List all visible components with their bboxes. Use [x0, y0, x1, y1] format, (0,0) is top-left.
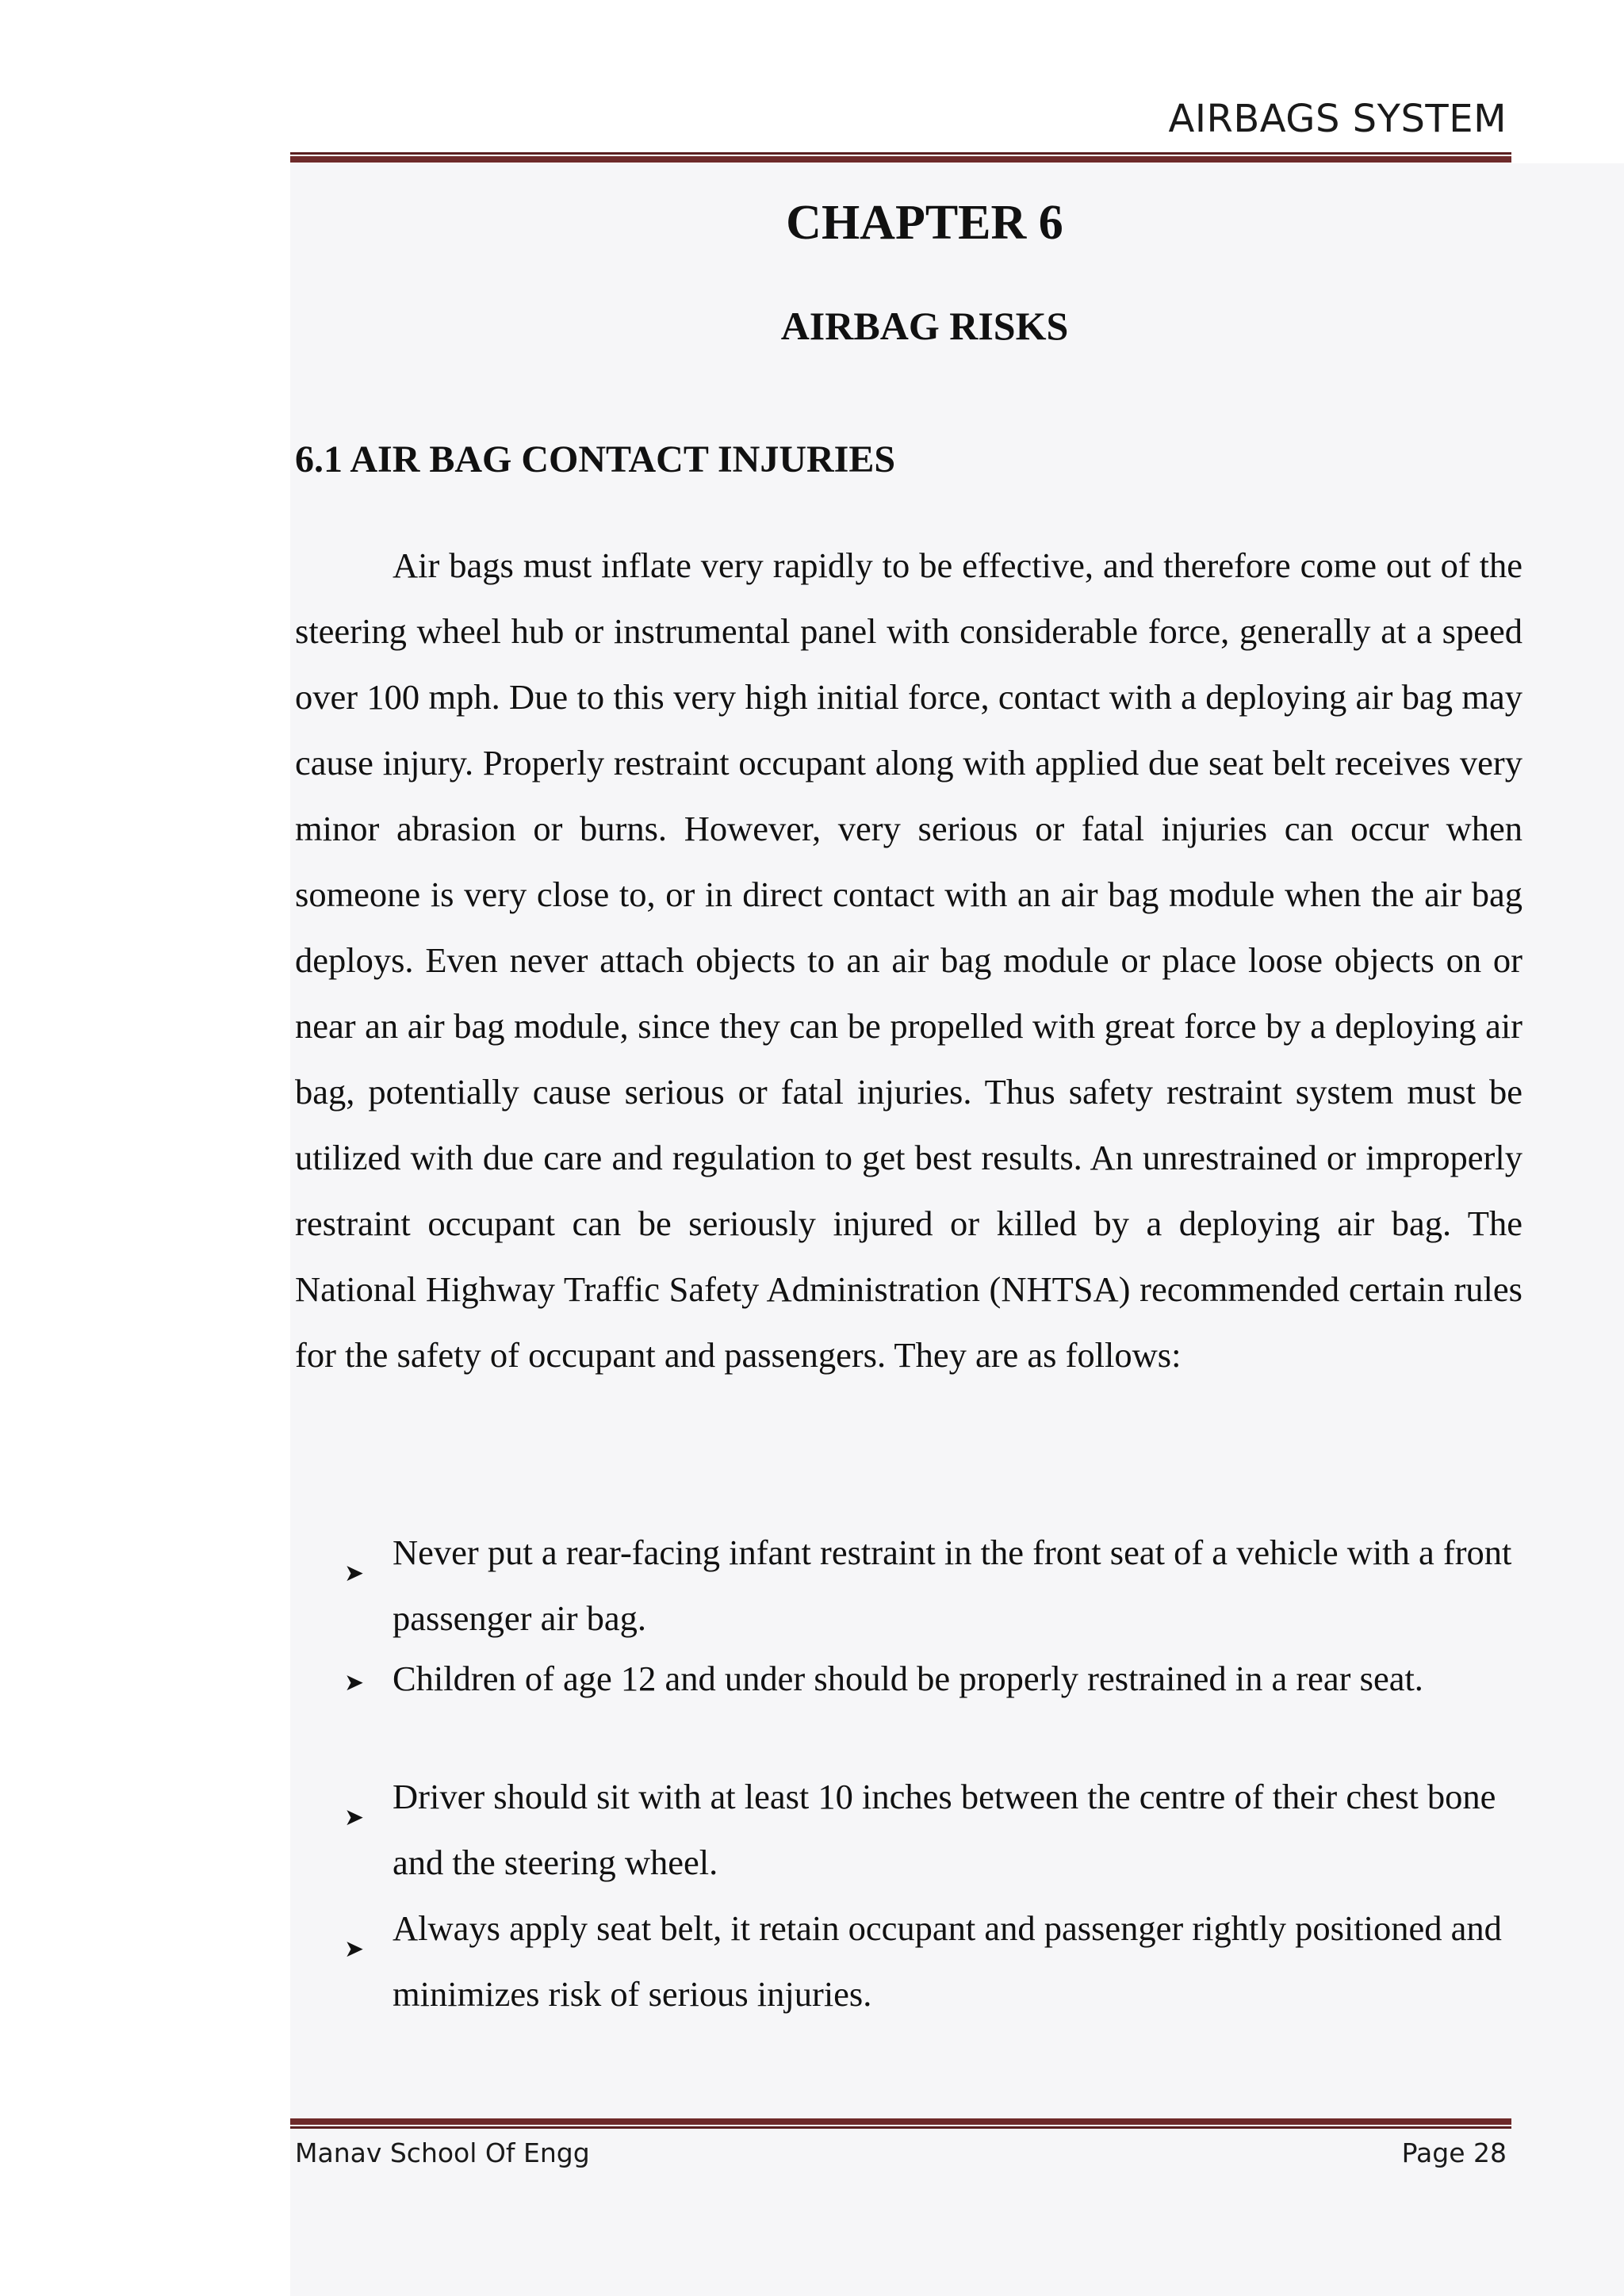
arrowhead-bullet-icon: ➤ [344, 1559, 365, 1587]
arrowhead-bullet-icon: ➤ [344, 1935, 365, 1963]
list-item [295, 1764, 1516, 1896]
list-item [295, 1896, 1516, 2027]
section-heading: 6.1 AIR BAG CONTACT INJURIES [295, 438, 896, 480]
arrowhead-bullet-icon: ➤ [344, 1804, 365, 1831]
header-rule-thin [290, 152, 1511, 155]
bullet-list [295, 1520, 1516, 2027]
chapter-subtitle: AIRBAG RISKS [780, 304, 1069, 348]
footer-rule-thick [290, 2118, 1511, 2125]
footer-institution: Manav School Of Engg [295, 2137, 590, 2168]
list-item-text: Always apply seat belt, it retain occupant and passenger rightly positioned and minimizes risk of serious injuries. [393, 1908, 1502, 2014]
footer-page-number: Page 28 [1401, 2137, 1507, 2168]
list-item-text: Never put a rear-facing infant restraint in the front seat of a vehicle with a front passenger air bag. [393, 1533, 1512, 1638]
list-item-text: Children of age 12 and under should be properly restrained in a rear seat. [393, 1659, 1423, 1698]
arrowhead-bullet-icon: ➤ [344, 1669, 365, 1697]
list-item-text: Driver should sit with at least 10 inches between the centre of their chest bone and the steering wheel. [393, 1777, 1496, 1882]
footer-rule-thin [290, 2126, 1511, 2129]
running-header: AIRBAGS SYSTEM [1168, 97, 1507, 141]
body-paragraph: Air bags must inflate very rapidly to be effective, and therefore come out of the steering wheel hub or instrumental panel with considerable force, generally at a speed over 100 mph. Due to this very high initial force, contact with a deploying air bag may cause injury. Properly restraint occupant along with applied due seat belt receives very minor abrasion or burns. However, very serious or fatal injuries can occur when someone is very close to, or in direct contact with an air bag module when the air bag deploys. Even never attach objects to an air bag module or place loose objects on or near an air bag module, since they can be propelled with great force by a deploying air bag, potentially cause serious or fatal injuries. Thus safety restraint system must be utilized with due care and regulation to get best results. An unrestrained or improperly restraint occupant can be seriously injured or killed by a deploying air bag. The National Highway Traffic Safety Administration (NHTSA) recommended certain rules for the safety of occupant and passengers. They are as follows: [295, 545, 1522, 1375]
header-rule-thick [290, 156, 1511, 163]
list-item [295, 1520, 1516, 1651]
chapter-title: CHAPTER 6 [786, 196, 1063, 250]
list-item [295, 1651, 1516, 1764]
